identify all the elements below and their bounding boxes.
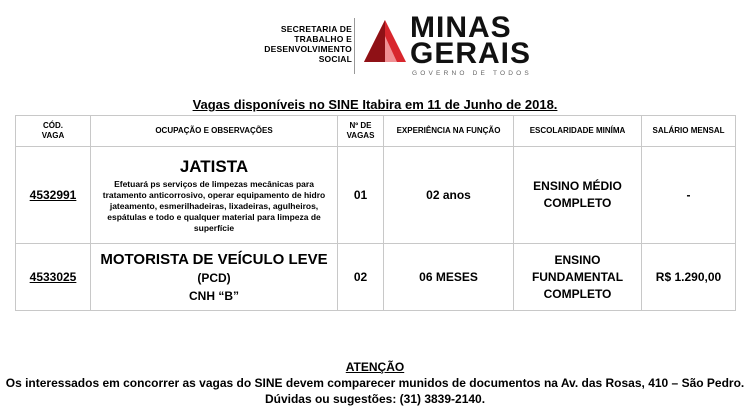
header-vacancies-line: VAGAS bbox=[346, 131, 375, 140]
table-header-row bbox=[16, 116, 736, 147]
occupation-description: Efetuará ps serviços de limpezas mecânicas para tratamento anticorrosivo, operar equipamento de hidro jateamento, esmerilhadeiras, lixadeiras, agulheiros, espátulas e todo e qualquer material para limpeza de superfície bbox=[102, 178, 326, 233]
salary-cell: R$ 1.290,00 bbox=[642, 244, 736, 311]
header-occupation: OCUPAÇÃO E OBSERVAÇÕES bbox=[91, 116, 338, 147]
education-line: COMPLETO bbox=[543, 286, 612, 301]
logo-tagline: GOVERNO DE TODOS bbox=[412, 70, 532, 77]
education-cell bbox=[514, 244, 642, 311]
page-title: Vagas disponíveis no SINE Itabira em 11 de Junho de 2018. bbox=[192, 97, 558, 112]
header-code-line: VAGA bbox=[41, 131, 65, 140]
secretaria-label bbox=[246, 24, 352, 64]
job-code-cell bbox=[16, 244, 91, 311]
education-cell bbox=[514, 147, 642, 244]
salary-cell: - bbox=[642, 147, 736, 244]
secretaria-line: SECRETARIA DE bbox=[280, 24, 352, 34]
secretaria-line: TRABALHO E bbox=[294, 34, 352, 44]
occupation-subtitle: CNH “B” bbox=[189, 288, 239, 303]
occupation-cell bbox=[91, 147, 338, 244]
header-divider bbox=[354, 18, 355, 74]
attention-heading: ATENÇÃO bbox=[345, 360, 405, 374]
job-code-link[interactable]: 4532991 bbox=[29, 188, 77, 202]
education-line: ENSINO MÉDIO bbox=[533, 179, 622, 193]
header-vacancies-line: Nº DE bbox=[349, 121, 372, 130]
footer-instructions: Os interessados em concorrer as vagas do SINE devem comparecer munidos de documentos na Av. das Rosas, 410 – São Pedro. bbox=[5, 376, 745, 390]
header-salary: SALÁRIO MENSAL bbox=[642, 116, 736, 147]
header-code bbox=[16, 116, 91, 147]
header bbox=[0, 12, 750, 76]
job-code-link[interactable]: 4533025 bbox=[29, 270, 77, 284]
secretaria-line: SOCIAL bbox=[318, 54, 352, 64]
occupation-cell bbox=[91, 244, 338, 311]
education-line: ENSINO bbox=[554, 252, 601, 267]
vacancies-cell: 02 bbox=[338, 244, 384, 311]
job-code-cell bbox=[16, 147, 91, 244]
experience-cell: 02 anos bbox=[384, 147, 514, 244]
secretaria-line: DESENVOLVIMENTO bbox=[264, 44, 352, 54]
minas-gerais-triangle-logo-icon bbox=[362, 18, 408, 64]
header-vacancies bbox=[338, 116, 384, 147]
header-code-line: CÓD. bbox=[43, 121, 63, 130]
occupation-title: MOTORISTA DE VEÍCULO LEVE bbox=[100, 250, 328, 268]
header-experience: EXPERIÊNCIA NA FUNÇÃO bbox=[384, 116, 514, 147]
table-row bbox=[16, 147, 736, 244]
logo-gerais: GERAIS bbox=[410, 37, 532, 70]
occupation-title: JATISTA bbox=[179, 156, 249, 176]
vacancies-cell: 01 bbox=[338, 147, 384, 244]
logo-minas: MINAS bbox=[410, 11, 512, 44]
experience-cell: 06 MESES bbox=[384, 244, 514, 311]
occupation-subtitle: (PCD) bbox=[197, 270, 231, 285]
footer-contact: Dúvidas ou sugestões: (31) 3839-2140. bbox=[264, 392, 486, 406]
education-line: FUNDAMENTAL bbox=[531, 269, 624, 284]
education-line: COMPLETO bbox=[543, 196, 612, 210]
table-row bbox=[16, 244, 736, 311]
header-education: ESCOLARIDADE MINÍMA bbox=[514, 116, 642, 147]
jobs-table bbox=[15, 115, 736, 311]
